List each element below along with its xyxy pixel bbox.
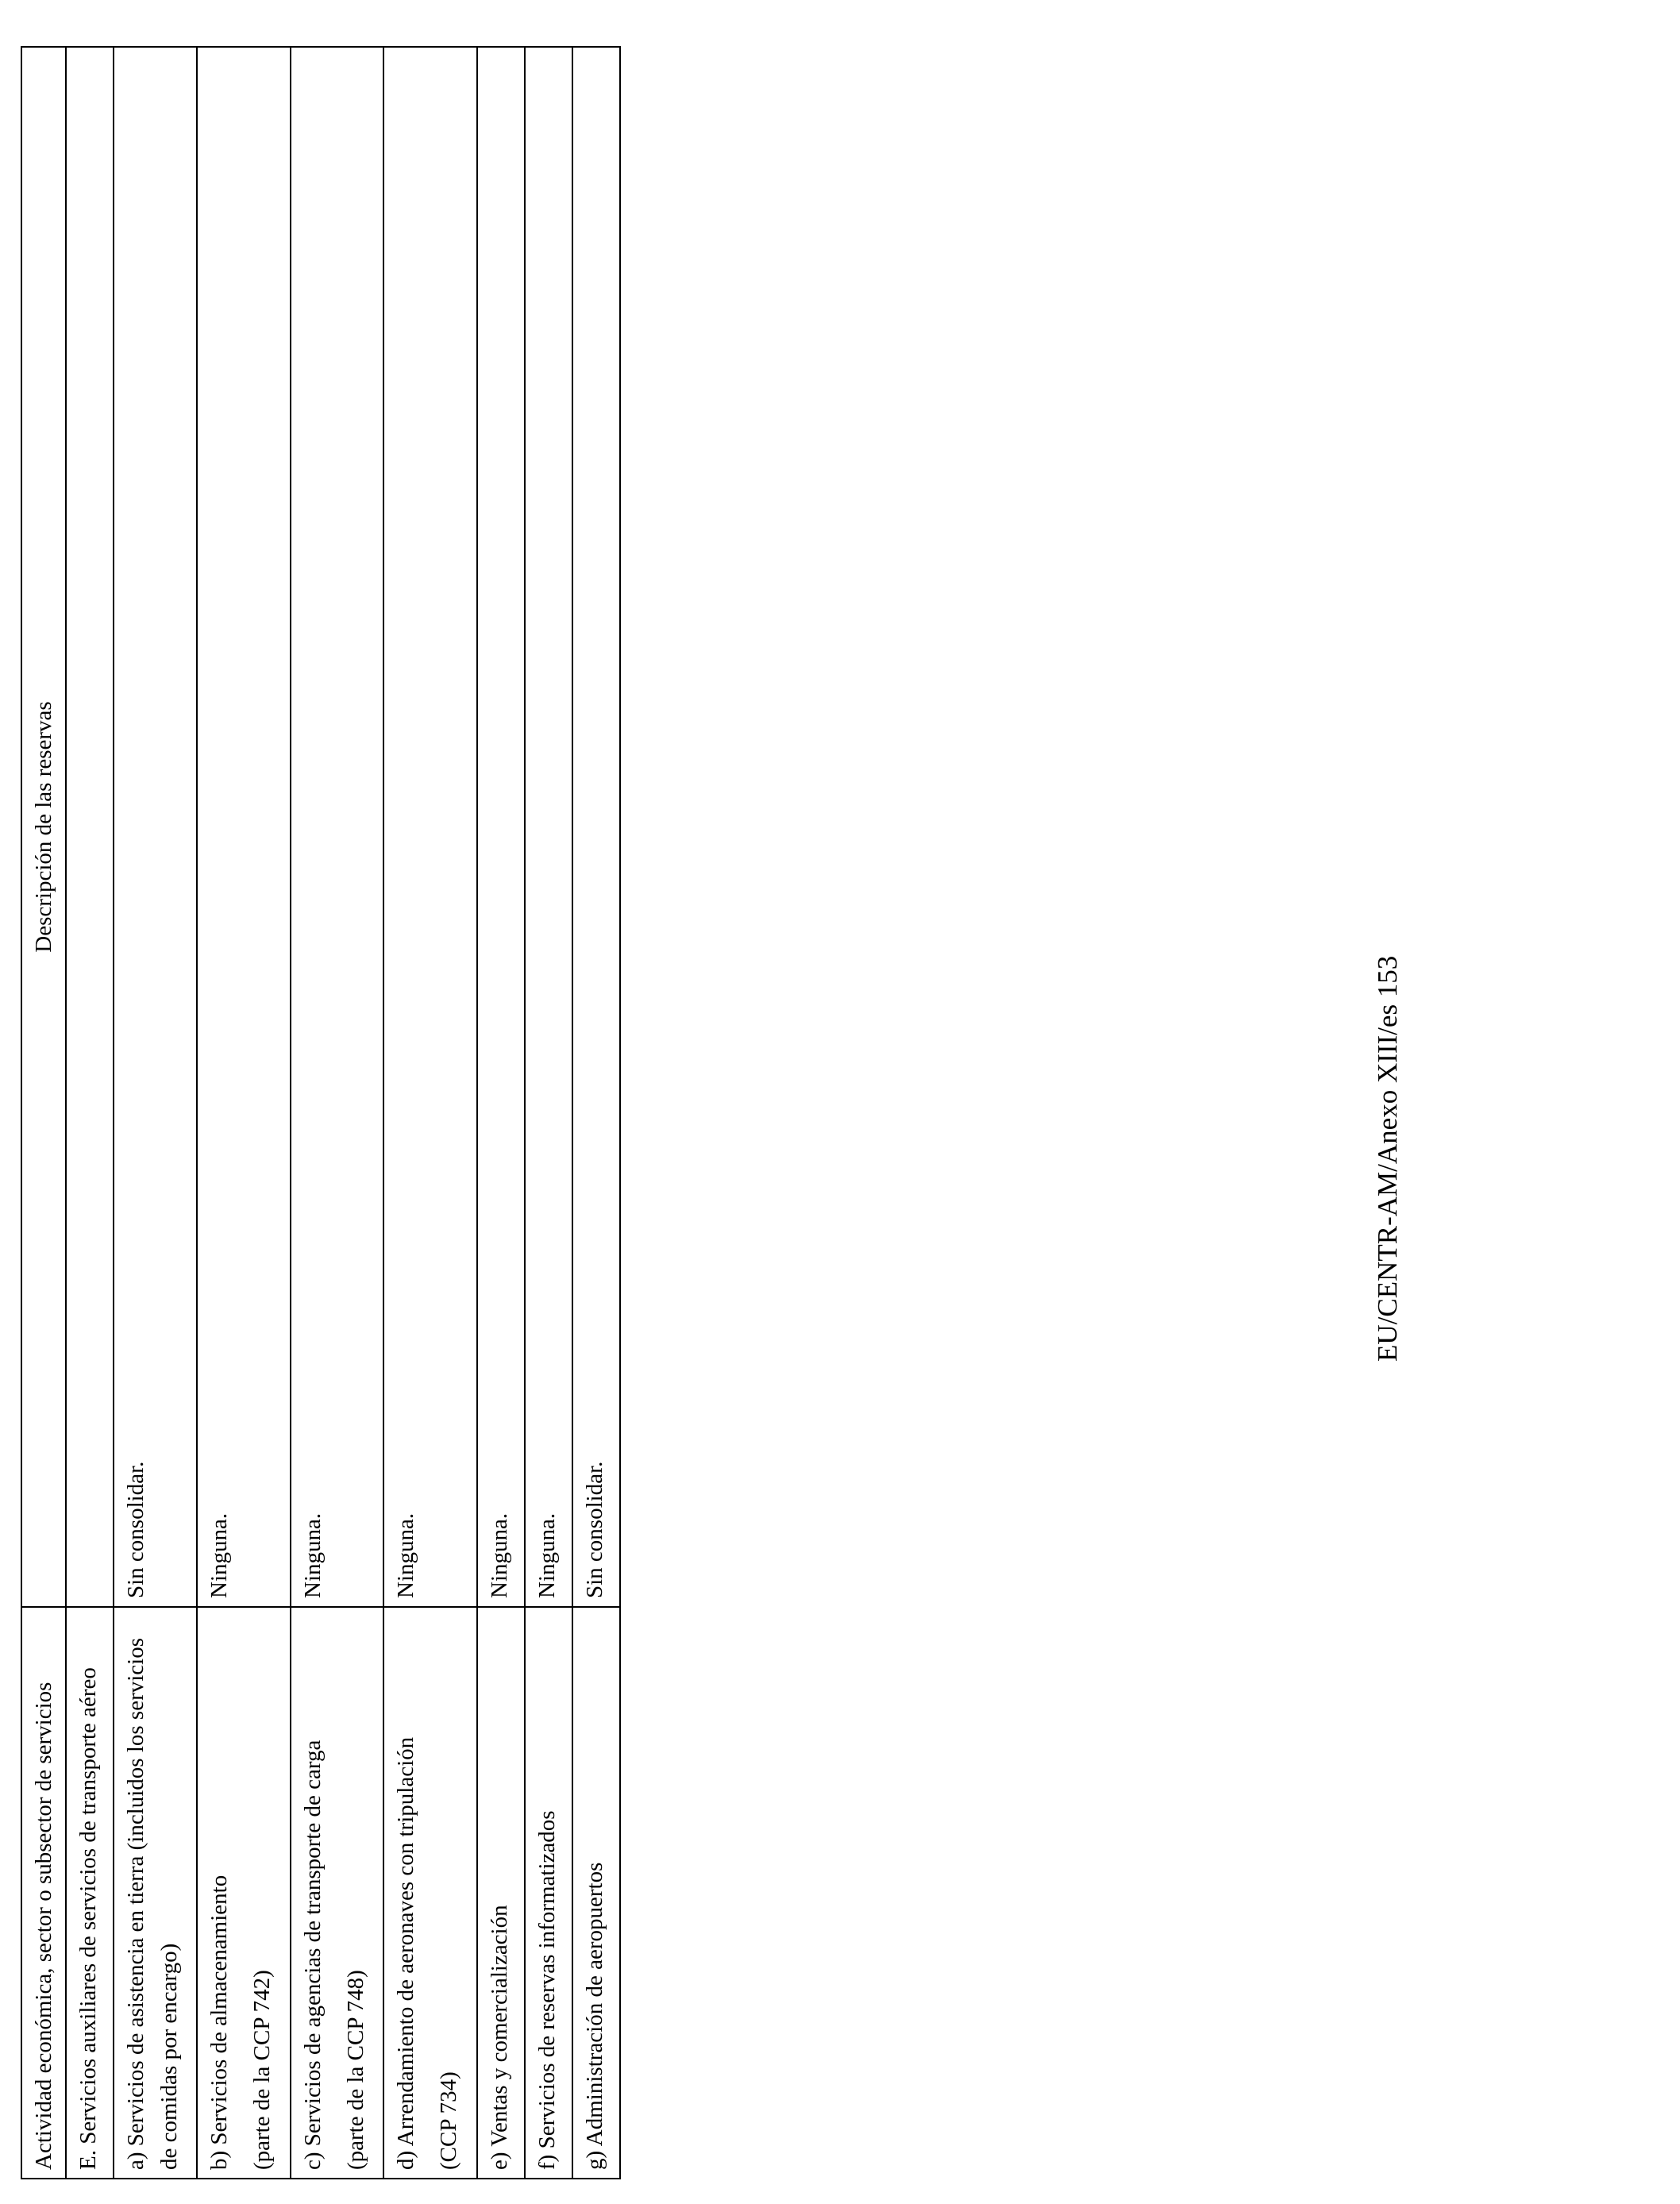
header-sector: Actividad económica, sector o subsector de servicios: [21, 1607, 66, 2179]
row-description-cell: Ninguna.: [291, 47, 384, 1607]
row-description-cell: Ninguna.: [383, 47, 477, 1607]
section-blank-cell: [66, 47, 114, 1607]
reservations-table: [21, 46, 621, 2179]
section-row: [66, 47, 114, 2179]
table-row: [525, 47, 572, 2179]
sector-text: c) Servicios de agencias de transporte de carga: [299, 1740, 326, 2170]
table-row: [383, 47, 477, 2179]
sector-text: a) Servicios de asistencia en tierra (incluidos los servicios de comidas por encargo): [122, 1637, 183, 2170]
sector-code-text: (parte de la CCP 742): [249, 1970, 275, 2170]
row-sector-cell: [197, 1607, 291, 2179]
sector-code-text: (CCP 734): [436, 2071, 462, 2170]
row-description-cell: Ninguna.: [525, 47, 572, 1607]
row-sector-cell: [383, 1607, 477, 2179]
row-description-cell: Ninguna.: [477, 47, 525, 1607]
sector-code-text: (parte de la CCP 748): [342, 1970, 368, 2170]
row-sector-cell: [291, 1607, 384, 2179]
sector-text: e) Ventas y comercialización: [487, 1905, 513, 2170]
row-description-cell: Sin consolidar.: [572, 47, 620, 1607]
row-sector-cell: [525, 1607, 572, 2179]
row-sector-cell: [114, 1607, 197, 2179]
row-sector-cell: [477, 1607, 525, 2179]
table-row: [114, 47, 197, 2179]
sector-text: b) Servicios de almacenamiento: [206, 1875, 232, 2170]
reservations-table-container: [21, 46, 621, 2179]
table-row: [291, 47, 384, 2179]
sector-text: f) Servicios de reservas informatizados: [534, 1810, 561, 2170]
row-sector-cell: [572, 1607, 620, 2179]
table-row: [197, 47, 291, 2179]
sector-text: d) Arrendamiento de aeronaves con tripulación: [393, 1736, 419, 2170]
section-title: E. Servicios auxiliares de servicios de transporte aéreo: [66, 1607, 114, 2179]
table-header-row: [21, 47, 66, 2179]
table-row: [572, 47, 620, 2179]
row-description-cell: Sin consolidar.: [114, 47, 197, 1607]
header-description: Descripción de las reservas: [21, 47, 66, 1607]
sector-text: g) Administración de aeropuertos: [582, 1862, 608, 2170]
row-description-cell: Ninguna.: [197, 47, 291, 1607]
table-row: [477, 47, 525, 2179]
page-reference-footer: EU/CENTR-AM/Anexo XIII/es 153: [1372, 955, 1403, 1362]
